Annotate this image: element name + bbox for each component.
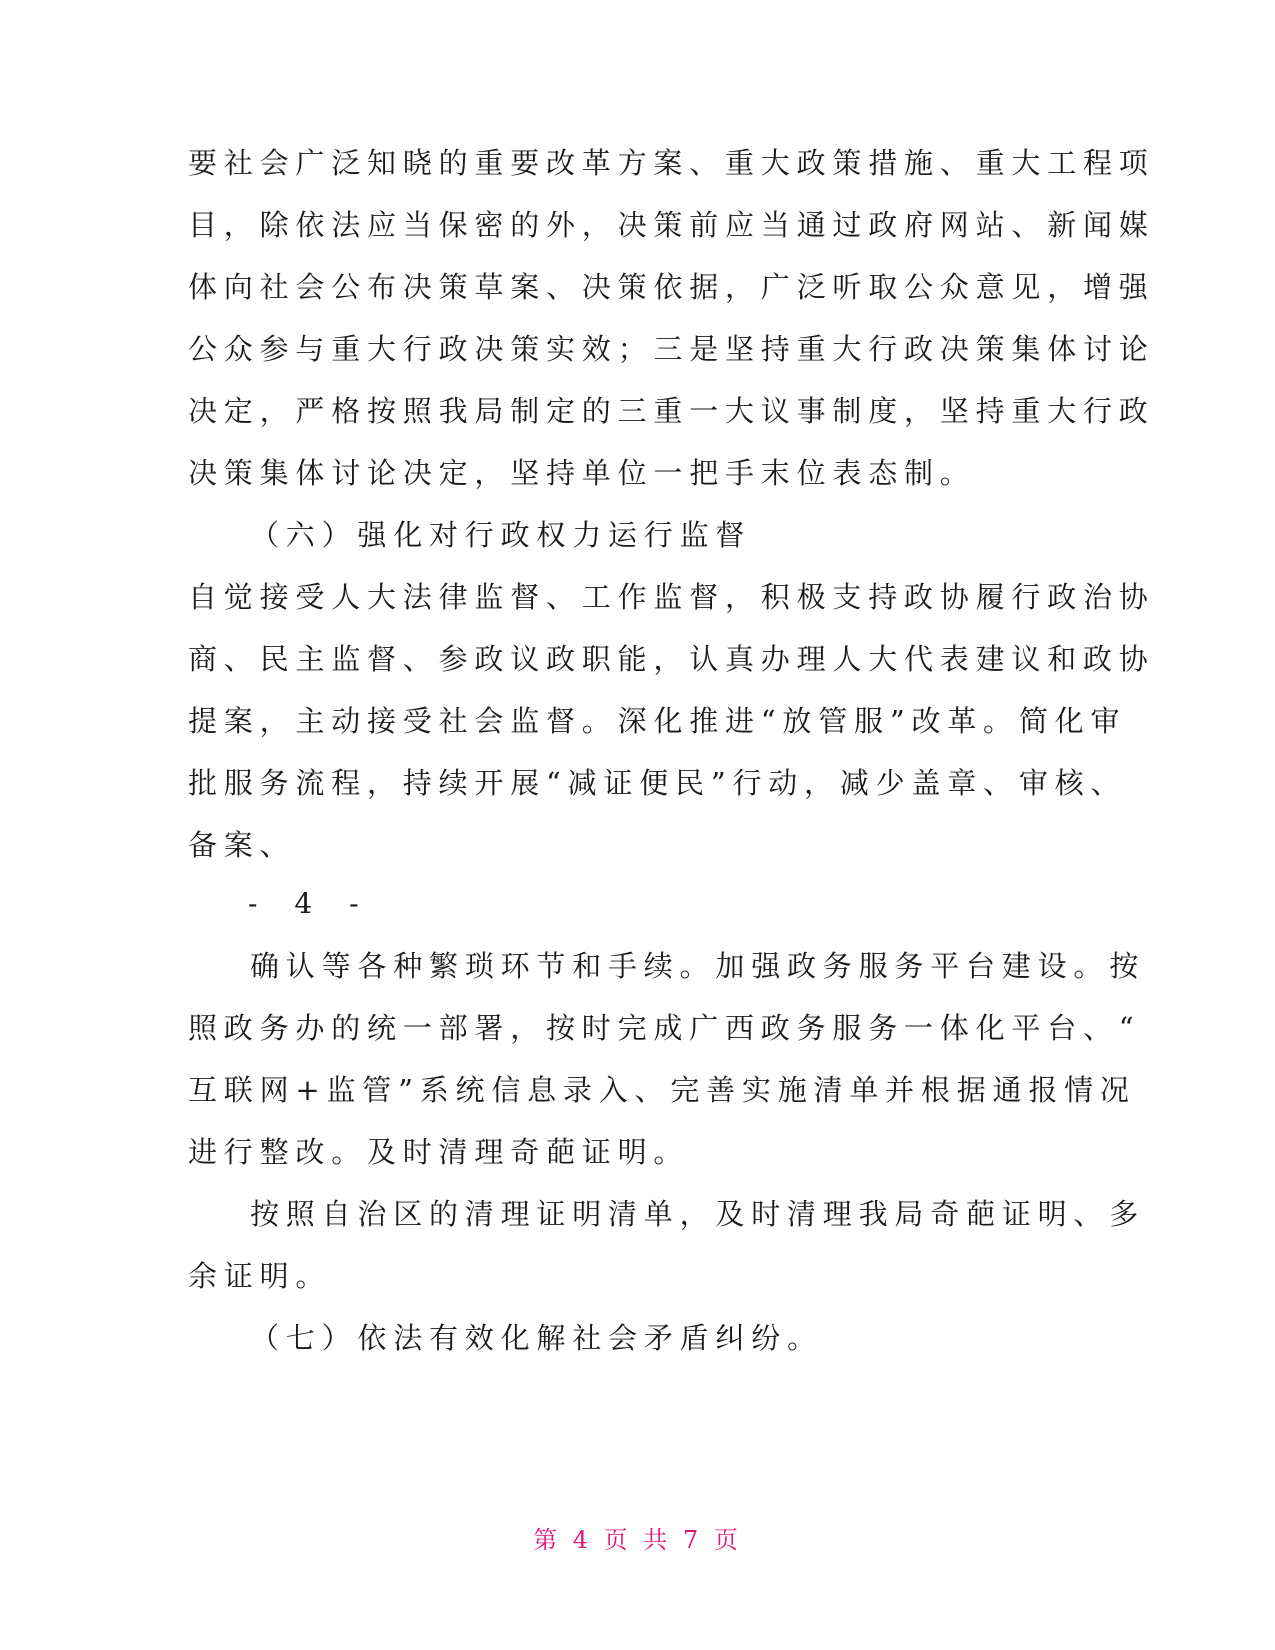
paragraph-line: 体向社会公布决策草案、决策依据，广泛听取公众意见，增强 bbox=[188, 270, 1155, 304]
paragraph-line: 决策集体讨论决定，坚持单位一把手末位表态制。 bbox=[188, 456, 976, 490]
paragraph-line: 决定，严格按照我局制定的三重一大议事制度，坚持重大行政 bbox=[188, 394, 1155, 428]
paragraph-line: 商、民主监督、参政议政职能，认真办理人大代表建议和政协 bbox=[188, 642, 1155, 676]
paragraph-line: 公众参与重大行政决策实效；三是坚持重大行政决策集体讨论 bbox=[188, 332, 1155, 366]
paragraph-line: 备案、 bbox=[188, 828, 296, 862]
paragraph-line: 余证明。 bbox=[188, 1259, 332, 1293]
paragraph-line: 确认等各种繁琐环节和手续。加强政务服务平台建设。按 bbox=[250, 949, 1146, 983]
paragraph-line: 提案，主动接受社会监督。深化推进“放管服”改革。简化审 bbox=[188, 704, 1127, 738]
paragraph-line: 自觉接受人大法律监督、工作监督，积极支持政协履行政治协 bbox=[188, 580, 1155, 614]
paragraph-line: 目，除依法应当保密的外，决策前应当通过政府网站、新闻媒 bbox=[188, 208, 1155, 242]
paragraph-line: 按照自治区的清理证明清单，及时清理我局奇葩证明、多 bbox=[250, 1197, 1146, 1231]
page-footer: 第 4 页 共 7 页 bbox=[533, 1526, 742, 1554]
paragraph-line: 互联网+监管”系统信息录入、完善实施清单并根据通报情况 bbox=[188, 1073, 1136, 1107]
section-heading-7: （七）依法有效化解社会矛盾纠纷。 bbox=[250, 1321, 823, 1355]
paragraph-line: 要社会广泛知晓的重要改革方案、重大政策措施、重大工程项 bbox=[188, 146, 1155, 180]
inline-page-number: - 4 - bbox=[248, 887, 373, 920]
section-heading-6: （六）强化对行政权力运行监督 bbox=[250, 518, 752, 552]
paragraph-line: 照政务办的统一部署，按时完成广西政务服务一体化平台、“ bbox=[188, 1011, 1141, 1045]
paragraph-line: 进行整改。及时清理奇葩证明。 bbox=[188, 1135, 690, 1169]
paragraph-line: 批服务流程，持续开展“减证便民”行动，减少盖章、审核、 bbox=[188, 766, 1127, 800]
